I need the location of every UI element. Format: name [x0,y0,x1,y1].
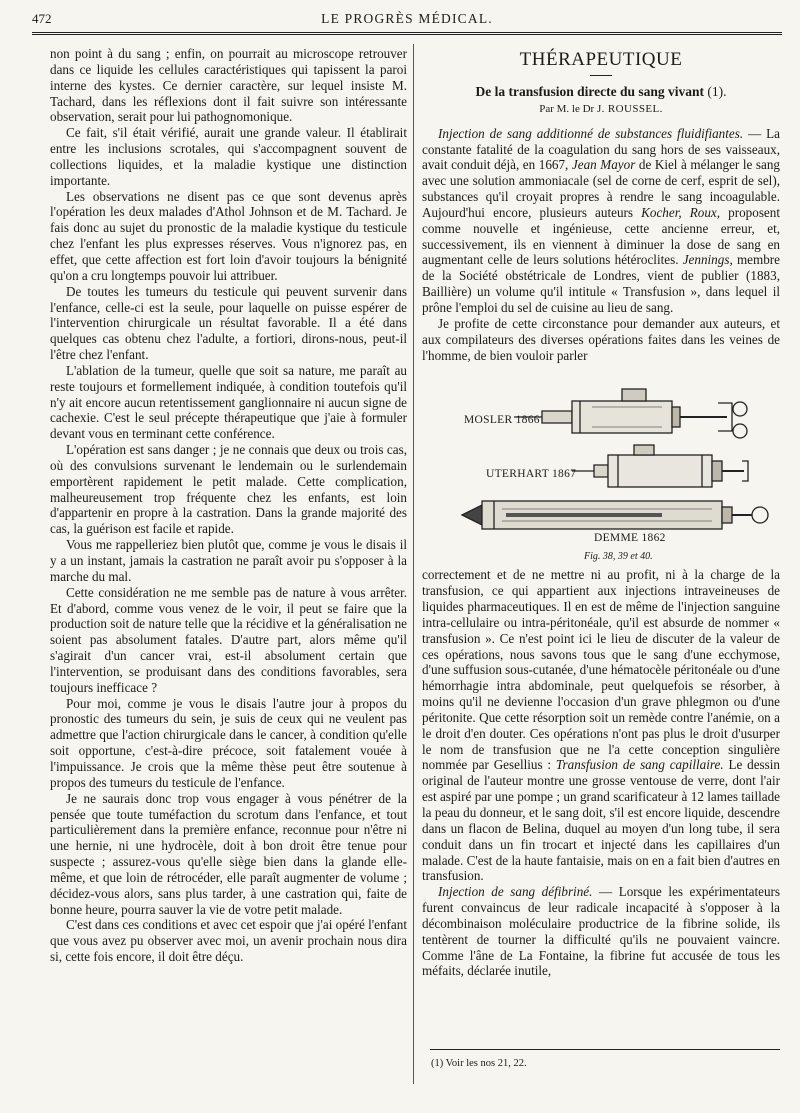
byline-author: J. ROUSSEL. [596,102,663,115]
paragraph [422,126,780,316]
figure-label-demme: DEMME 1862 [594,532,666,545]
italic-lead: Injection de sang additionné de substances fluidifiantes. [438,125,744,141]
demme-syringe [462,501,768,529]
paragraph: non point à du sang ; enfin, on pourrait au microscope retrouver dans ce liquide les cellules caractéristiques qui tapissent la paroi interne des kystes. Ce dernier caractère, sur lequel insiste M. Tachard, dans les réflexions dont il fait suivre son intéressante observation, serait pour lui pathognomonique. [50,46,407,125]
paragraph: De toutes les tumeurs du testicule qui peuvent survenir dans l'enfance, celle-ci est la seule, pour laquelle on puisse espérer de l'intervention chirurgicale un résultat favorable. Il a été dans quelques cas obtenu chez l'adulte, a fortiori, dirons-nous, peut-il l'être chez l'enfant. [50,283,407,363]
figure-label-uterhart: UTERHART 1867 [486,468,577,481]
uterhart-syringe [572,445,748,487]
author-name: Jennings [682,252,730,268]
article-title-text: De la transfusion directe du sang vivant [475,84,705,99]
text-run: correctement et de ne mettre ni au profit, ni à la charge de la transfusion, ce qui appartient aux injections intraveineuses de liquides pharmaceutiques. Il en est de même de l'injection sanguine intra-cellulaire ou intra-péritonéale, qu'il est absurde de nommer « transfusion ». Ce n'est point ici le lieu de discuter de la valeur de ces opérations, nous savons tous que le sang d'une ecchymose, d'une suffusion sous-cutanée, d'une hématocèle péritonéale ou d'une hémorrhagie intra abdominale, peut quelquefois se résorber, à moins qu'il ne devienne l'occasion d'un grave phlegmon ou d'une péritonite. Que cette résorption soit un remède contre l'anémie, on a le droit d'en douter. Ces opérations n'ont pas plus le droit d'usurper le nom de transfusion que ne l'a cette conception singulière nommée par Gesellius : [422,567,780,773]
figure-caption: Fig. 38, 39 et 40. [584,551,653,563]
author-name: Kocher, Roux, [641,204,721,220]
paragraph: L'ablation de la tumeur, quelle que soit sa nature, me paraît au reste toujours et formellement indiquée, à condition toutefois qu'il n'y ait encore aucun retentissement ganglionnaire ni aucun signe de cachexie. C'est le seul précepte thérapeutique que j'aie à formuler devant vous en terminant cette conférence. [50,362,407,442]
italic-lead: Injection de sang défibriné. [438,884,593,900]
paragraph: Je profite de cette circonstance pour demander aux auteurs, et aux compilateurs des diverses opérations faites dans les veines de l'homme, de bien vouloir parler [422,315,780,363]
paragraph: Ce fait, s'il était vérifié, aurait une grande valeur. Il établirait entre les inclusions scrotales, qui s'accompagnent souvent de collections liquides, et la maladie kystique une distinction importante. [50,125,407,188]
running-title: LE PROGRÈS MÉDICAL. [321,11,493,26]
text-run: , membre de la Société obstétricale de Londres, vient de publier (1883, Baillière) un volume qu'il intitule « Transfusion », dans lequel il prône l'emploi du sel de cuisine au lieu de sang. [422,252,781,315]
figure-label-mosler: MOSLER 1866 [464,414,540,427]
paragraph [422,567,780,884]
page-number: 472 [32,11,52,26]
left-column [50,46,407,965]
footnote: (1) Voir les nos 21, 22. [431,1058,527,1069]
syringe-figure [422,373,780,561]
paragraph: Vous me rappelleriez bien plutôt que, comme je vous le disais il y a un instant, jamais la castration ne paraît avoir pu s'opposer à la marche du mal. [50,537,407,584]
paragraph [422,884,780,979]
column-divider [413,44,414,1084]
byline [422,102,780,118]
mosler-syringe [514,389,747,438]
text-run: — Lorsque les expérimentateurs furent convaincus de leur radicale incapacité à s'opposer à la décombinaison moléculaire productrice de la fibrine solide, ils tentèrent de tourner la difficulté qu'ils ne pouvaient vaincre. Comme l'âne de La Fontaine, la fibrine fut accusée de tous les méfaits, déclarée inutile, [422,884,781,979]
text-run: de Kiel à mélanger le sang avec une solution ammoniacale (sel de corne de cerf, esprit de sel), substances qu'il croyait propres à rendre le sang incoagulable. Aujourd'hui encore, plusieurs auteurs [422,157,780,220]
paragraph: L'opération est sans danger ; je ne connais que deux ou trois cas, où des convulsions survenant le lendemain ou le surlendemain emportèrent rapidement le petit malade. Cette complication, malheureusement trop fréquente chez les enfants, est loin d'appartenir en propre à la castration. Dans la grande majorité des cas, la guérison est facile et rapide. [50,442,407,537]
paragraph: Les observations ne disent pas ce que sont devenus après l'opération les deux malades d'Athol Johnson et de M. Tachard. Je fais donc au sujet du pronostic de la maladie kystique du testicule chez l'enfant les plus expresses réserves. Vous n'ignorez pas, en effet, que cette affection est fort loin d'avoir toujours la bénignité qu'on a cru longtemps pouvoir lui attribuer. [50,188,407,283]
right-column [422,46,780,979]
author-name: Jean Mayor [571,157,636,173]
article-title-note: (1). [707,84,727,99]
byline-prefix: Par M. le Dr [539,102,595,115]
text-run: proposent comme nouvelle et ingénieuse, cette ancienne erreur, et, successivement, ils en viennent à diminuer la dose de sang en augmentant celle de leurs solutions hétéroclites. [422,204,780,268]
paragraph: C'est dans ces conditions et avec cet espoir que j'ai opéré l'enfant que vous avez pu observer avec moi, un avenir prochain nous dira si, cette fois encore, il doit être déçu. [50,917,407,965]
header-rule [32,32,782,35]
text-run: Le dessin original de l'auteur montre une grosse ventouse de verre, dont l'air est aspiré par une pompe ; un grand scarificateur à 12 lames taillade la peau du donneur, et le sang doit, s'il est encore liquide, descendre dans un flacon de Belina, duquel au moyen d'un long tube, il sera conduit dans un fin trocart et injecté dans les capillaires d'un malade. C'est de la haute fantaisie, mais on en a fait bien d'autres en transfusion. [422,757,780,884]
page-header [32,11,782,29]
paragraph: Cette considération ne me semble pas de nature à vous arrêter. Et d'abord, comme vous venez de le voir, il peut se faire que la production soit de nature telle que la récidive et la généralisation ne soient pas absolument fatales. D'autre part, alors même qu'il s'agirait d'un cancer vrai, est-il absolument certain que l'intervention, se produisant dans des conditions favorables, sera toujours inefficace ? [50,584,407,695]
title-dash [590,75,612,76]
paragraph: Pour moi, comme je vous le disais l'autre jour à propos du pronostic des tumeurs du sein, je suis de ceux qui ne veulent pas admettre que l'action chirurgicale dans le cancer, à condition qu'elle soit opportune, c'est-à-dire précoce, soit fatalement vouée à l'impuissance. Je crois que la même thèse peut être soutenue à propos des tumeurs du testicule de l'enfance. [50,695,407,790]
italic-term: Transfusion de sang capillaire. [555,757,724,773]
section-title: THÉRAPEUTIQUE [519,49,683,70]
text-run: — La constante fatalité de la coagulation du sang hors de ses vaisseaux, avait conduit déjà, en 1667, [422,125,780,173]
syringe-illustration [422,373,780,551]
article-title [422,84,780,100]
paragraph: Je ne saurais donc trop vous engager à vous pénétrer de la pensée que toute tuméfaction du scrotum dans l'enfance, et tout particulièrement dans la première enfance, reconnue pour n'être ni une hernie, ni une hydrocèle, doit à bon droit être tenue pour suspecte ; assurez-vous qu'elle siège bien dans la glande elle-même, et que loin de rétrocéder, elle paraît augmenter de volume ; décidez-vous alors, sans plus tarder, à une castration qui, faite de bonne heure, pourra sauver la vie de votre petit malade. [50,790,407,917]
footnote-rule [430,1049,780,1050]
